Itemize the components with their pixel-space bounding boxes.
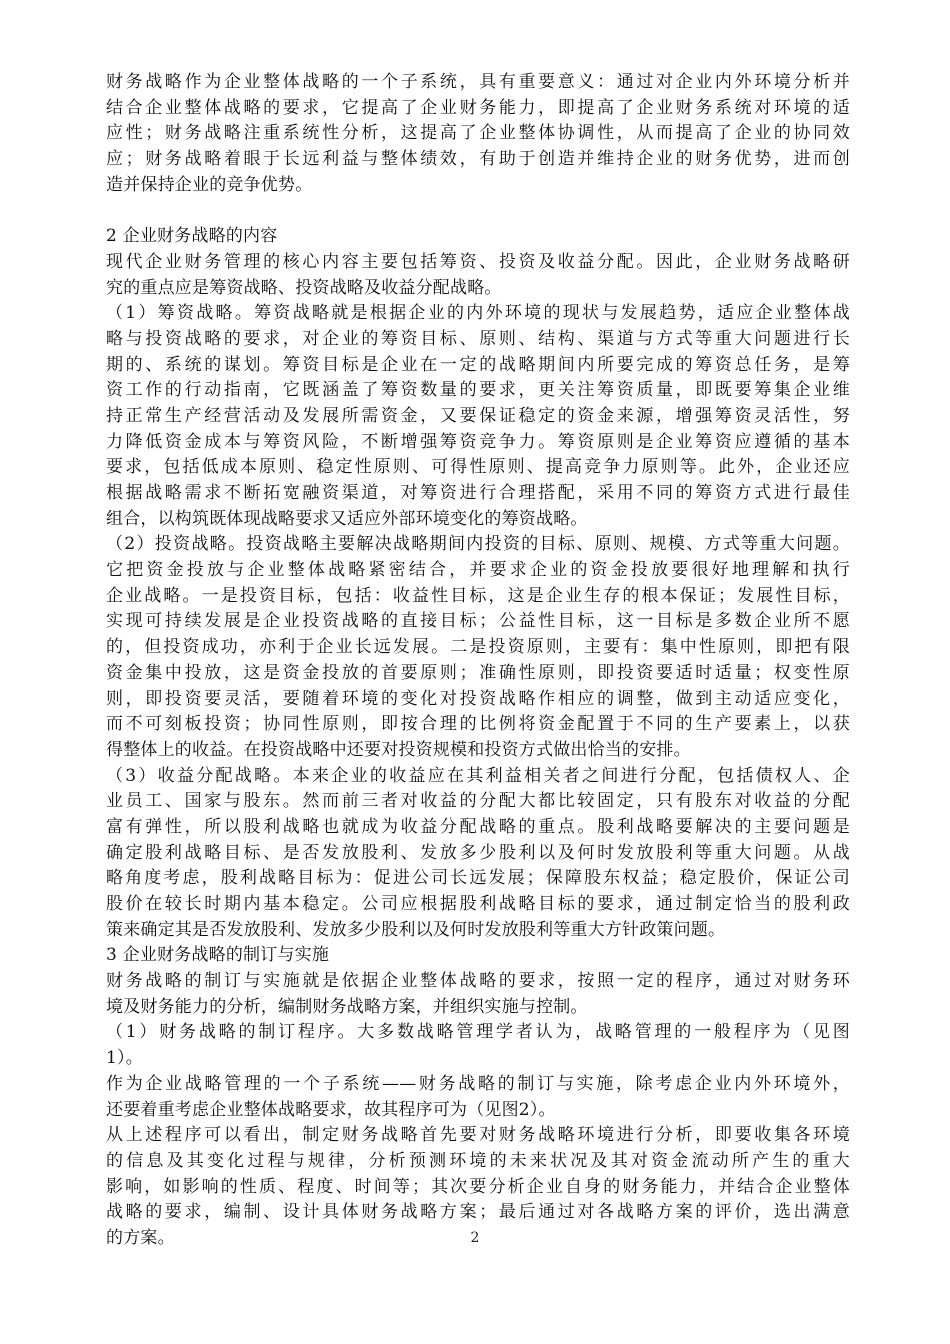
text-line: 的，但投资成功，亦利于企业长远发展。二是投资原则，主要有：集中性原则，即把有限 — [106, 637, 850, 658]
paragraph-gap — [106, 198, 850, 224]
paragraph-procedure — [106, 1020, 850, 1071]
text-line: 还要着重考虑企业整体战略要求，故其程序可为（见图2）。 — [106, 1099, 556, 1120]
text-line: 从上述程序可以看出，制定财务战略首先要对财务战略环境进行分析，即要收集各环境 — [106, 1125, 850, 1146]
text-line: 结合企业整体战略的要求，它提高了企业财务能力，即提高了企业财务系统对环境的适 — [106, 97, 850, 118]
text-line: 应；财务战略着眼于长远利益与整体绩效，有助于创造并维持企业的财务优势，进而创 — [106, 149, 850, 170]
text-line: 股价在较长时期内基本稳定。公司应根据股利战略目标的要求，通过制定恰当的股利政 — [106, 894, 850, 914]
paragraph-section-3-intro — [106, 969, 850, 1020]
section-heading-3 — [106, 943, 850, 969]
text-line: 造并保持企业的竞争优势。 — [106, 174, 313, 195]
page-number: 2 — [470, 1230, 480, 1246]
text-line: 要求，包括低成本原则、稳定性原则、可得性原则、提高竞争力原则等。此外，企业还应 — [106, 457, 850, 478]
text-line: 业员工、国家与股东。然而前三者对收益的分配大都比较固定，只有股东对收益的分配 — [106, 791, 850, 812]
text-line: 根据战略需求不断拓宽融资渠道，对筹资进行合理搭配，采用不同的筹资方式进行最佳 — [106, 483, 850, 503]
text-line: 财务战略作为企业整体战略的一个子系统，具有重要意义：通过对企业内外环境分析并 — [106, 72, 850, 92]
text-line: 实现可持续发展是企业投资战略的直接目标；公益性目标，这一目标是多数企业所不愿 — [106, 611, 850, 632]
text-line: 资金集中投放，这是资金投放的首要原则；准确性原则，即投资要适时适量；权变性原 — [106, 662, 850, 683]
text-line: 境及财务能力的分析，编制财务战略方案，并组织实施与控制。 — [106, 996, 588, 1017]
text-line: （3）收益分配战略。本来企业的收益应在其利益相关者之间进行分配，包括债权人、企 — [106, 765, 850, 786]
section-title: 2 企业财务战略的内容 — [106, 226, 278, 247]
paragraph-section-2-intro — [106, 250, 850, 301]
text-line: 得整体上的收益。在投资战略中还要对投资规模和投资方式做出恰当的安排。 — [106, 739, 691, 760]
text-line: 富有弹性，所以股利战略也就成为收益分配战略的重点。股利战略要解决的主要问题是 — [106, 816, 850, 837]
text-line: 略角度考虑，股利战略目标为：促进公司长远发展；保障股东权益；稳定股价，保证公司 — [106, 868, 850, 889]
text-line: 的信息及其变化过程与规律，分析预测环境的未来状况及其对资金流动所产生的重大 — [106, 1150, 850, 1171]
text-line: 它把资金投放与企业整体战略紧密结合，并要求企业的资金投放要很好地理解和执行 — [106, 560, 850, 581]
paragraph-investment-strategy — [106, 532, 850, 763]
text-line: 略与投资战略的要求，对企业的筹资目标、原则、结构、渠道与方式等重大问题进行长 — [106, 328, 850, 349]
text-line: 财务战略的制订与实施就是依据企业整体战略的要求，按照一定的程序，通过对财务环 — [106, 971, 850, 992]
text-line: 1）。 — [106, 1048, 143, 1069]
text-line: 应性；财务战略注重系统性分析，这提高了企业整体协调性，从而提高了企业的协同效 — [106, 123, 850, 144]
text-line: 确定股利战略目标、是否发放股利、发放多少股利以及何时发放股利等重大问题。从战 — [106, 842, 850, 863]
text-line: 期的、系统的谋划。筹资目标是企业在一定的战略期间内所要完成的筹资总任务，是筹 — [106, 354, 850, 375]
text-line: （1）财务战略的制订程序。大多数战略管理学者认为，战略管理的一般程序为（见图 — [106, 1022, 850, 1043]
text-line: 则，即投资要灵活，要随着环境的变化对投资战略作相应的调整，做到主动适应变化， — [106, 688, 850, 709]
text-line: 而不可刻板投资；协同性原则，即按合理的比例将资金配置于不同的生产要素上，以获 — [106, 714, 850, 735]
section-title: 3 企业财务战略的制订与实施 — [106, 945, 330, 966]
text-line: 力降低资金成本与筹资风险，不断增强筹资竞争力。筹资原则是企业筹资应遵循的基本 — [106, 431, 850, 452]
text-line: 作为企业战略管理的一个子系统——财务战略的制订与实施，除考虑企业内外环境外， — [106, 1073, 850, 1094]
text-line: 资工作的行动指南，它既涵盖了筹资数量的要求，更关注筹资质量，即既要筹集企业维 — [106, 380, 850, 401]
text-line: 策来确定其是否发放股利、发放多少股利以及何时发放股利等重大方针政策问题。 — [106, 919, 726, 940]
text-line: 现代企业财务管理的核心内容主要包括筹资、投资及收益分配。因此，企业财务战略研 — [106, 251, 850, 272]
text-line: （1）筹资战略。筹资战略就是根据企业的内外环境的现状与发展趋势，适应企业整体战 — [106, 303, 850, 324]
text-line: 究的重点应是筹资战略、投资战略及收益分配战略。 — [106, 277, 502, 298]
text-line: 战略的要求，编制、设计具体财务战略方案；最后通过对各战略方案的评价，选出满意 — [106, 1202, 850, 1223]
paragraph-financing-strategy — [106, 301, 850, 532]
section-heading-2 — [106, 224, 850, 250]
document-body — [106, 70, 850, 1252]
paragraph-subsystem — [106, 1072, 850, 1123]
paragraph-intro — [106, 70, 850, 198]
text-line: 影响，如影响的性质、程度、时间等；其次要分析企业自身的财务能力，并结合企业整体 — [106, 1176, 850, 1197]
paragraph-distribution-strategy — [106, 764, 850, 944]
text-line: （2）投资战略。投资战略主要解决战略期间内投资的目标、原则、规模、方式等重大问题。 — [106, 534, 850, 555]
text-line: 持正常生产经营活动及发展所需资金，又要保证稳定的资金来源，增强筹资灵活性，努 — [106, 405, 850, 426]
text-line: 企业战略。一是投资目标，包括：收益性目标，这是企业生存的根本保证；发展性目标， — [106, 585, 850, 606]
text-line: 的方案。 — [106, 1227, 175, 1248]
text-line: 组合，以构筑既体现战略要求又适应外部环境变化的筹资战略。 — [106, 508, 588, 529]
